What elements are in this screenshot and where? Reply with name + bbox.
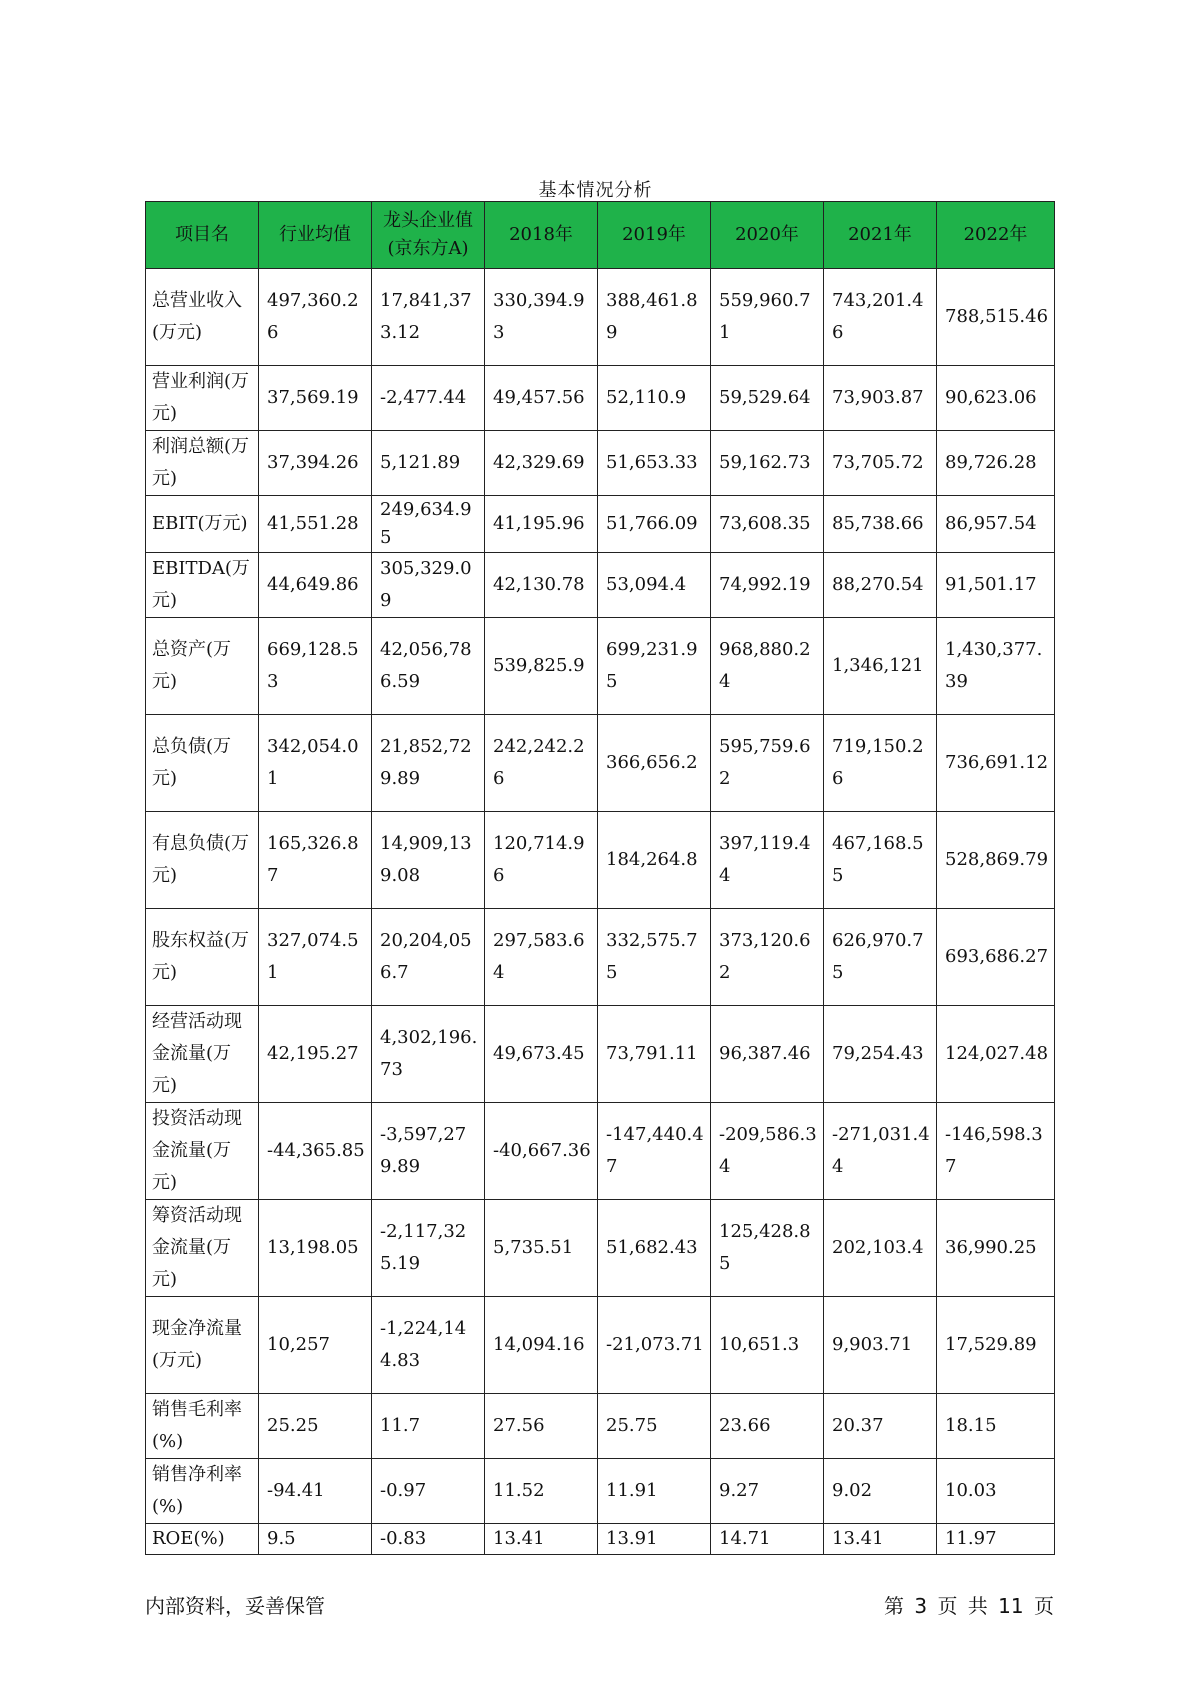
value-cell: 467,168.55 <box>824 812 937 909</box>
value-cell: 699,231.95 <box>598 618 711 715</box>
value-cell: 968,880.24 <box>711 618 824 715</box>
value-cell: -0.83 <box>372 1524 485 1555</box>
value-cell: -2,477.44 <box>372 366 485 431</box>
value-cell: 124,027.48 <box>937 1006 1055 1103</box>
value-cell: 20.37 <box>824 1394 937 1459</box>
value-cell: 27.56 <box>485 1394 598 1459</box>
value-cell: -94.41 <box>259 1459 372 1524</box>
value-cell: 165,326.87 <box>259 812 372 909</box>
header-cell: 2021年 <box>824 202 937 269</box>
table-row <box>146 909 1055 1006</box>
value-cell: 11.7 <box>372 1394 485 1459</box>
value-cell: 20,204,056.7 <box>372 909 485 1006</box>
value-cell: 13.41 <box>485 1524 598 1555</box>
value-cell: 85,738.66 <box>824 496 937 553</box>
value-cell: 42,056,786.59 <box>372 618 485 715</box>
value-cell: 120,714.96 <box>485 812 598 909</box>
value-cell: 11.91 <box>598 1459 711 1524</box>
table-row <box>146 812 1055 909</box>
value-cell: 89,726.28 <box>937 431 1055 496</box>
value-cell: 736,691.12 <box>937 715 1055 812</box>
value-cell: -0.97 <box>372 1459 485 1524</box>
value-cell: 342,054.01 <box>259 715 372 812</box>
row-label: 营业利润(万元) <box>146 366 259 431</box>
value-cell: 5,121.89 <box>372 431 485 496</box>
value-cell: -2,117,325.19 <box>372 1200 485 1297</box>
value-cell: 21,852,729.89 <box>372 715 485 812</box>
value-cell: 10,651.3 <box>711 1297 824 1394</box>
value-cell: 626,970.75 <box>824 909 937 1006</box>
value-cell: 528,869.79 <box>937 812 1055 909</box>
value-cell: 51,653.33 <box>598 431 711 496</box>
page-number: 第 3 页 共 11 页 <box>884 1594 1054 1618</box>
value-cell: -40,667.36 <box>485 1103 598 1200</box>
value-cell: 52,110.9 <box>598 366 711 431</box>
value-cell: 397,119.44 <box>711 812 824 909</box>
value-cell: 330,394.93 <box>485 269 598 366</box>
table-row <box>146 1524 1055 1555</box>
financial-table <box>145 201 1055 1555</box>
value-cell: 9,903.71 <box>824 1297 937 1394</box>
header-cell: 2019年 <box>598 202 711 269</box>
value-cell: 59,162.73 <box>711 431 824 496</box>
value-cell: 86,957.54 <box>937 496 1055 553</box>
value-cell: 73,791.11 <box>598 1006 711 1103</box>
header-cell: 2018年 <box>485 202 598 269</box>
value-cell: 9.5 <box>259 1524 372 1555</box>
row-label: 现金净流量(万元) <box>146 1297 259 1394</box>
value-cell: 366,656.2 <box>598 715 711 812</box>
value-cell: 25.75 <box>598 1394 711 1459</box>
row-label: 利润总额(万元) <box>146 431 259 496</box>
value-cell: 497,360.26 <box>259 269 372 366</box>
value-cell: 74,992.19 <box>711 553 824 618</box>
row-label: 总资产(万元) <box>146 618 259 715</box>
value-cell: 73,608.35 <box>711 496 824 553</box>
value-cell: 327,074.51 <box>259 909 372 1006</box>
value-cell: -44,365.85 <box>259 1103 372 1200</box>
value-cell: 5,735.51 <box>485 1200 598 1297</box>
value-cell: 559,960.71 <box>711 269 824 366</box>
value-cell: -3,597,279.89 <box>372 1103 485 1200</box>
value-cell: 4,302,196.73 <box>372 1006 485 1103</box>
table-row <box>146 1297 1055 1394</box>
value-cell: -146,598.37 <box>937 1103 1055 1200</box>
value-cell: 37,394.26 <box>259 431 372 496</box>
header-cell: 行业均值 <box>259 202 372 269</box>
value-cell: 51,766.09 <box>598 496 711 553</box>
value-cell: 79,254.43 <box>824 1006 937 1103</box>
value-cell: 49,457.56 <box>485 366 598 431</box>
value-cell: 11.52 <box>485 1459 598 1524</box>
row-label: ROE(%) <box>146 1524 259 1555</box>
table-row <box>146 1103 1055 1200</box>
row-label: EBIT(万元) <box>146 496 259 553</box>
table-row <box>146 715 1055 812</box>
value-cell: 10,257 <box>259 1297 372 1394</box>
table-row <box>146 1394 1055 1459</box>
value-cell: 18.15 <box>937 1394 1055 1459</box>
row-label: 股东权益(万元) <box>146 909 259 1006</box>
table-row <box>146 618 1055 715</box>
row-label: 销售毛利率(%) <box>146 1394 259 1459</box>
value-cell: 202,103.4 <box>824 1200 937 1297</box>
value-cell: 25.25 <box>259 1394 372 1459</box>
value-cell: 388,461.89 <box>598 269 711 366</box>
value-cell: 11.97 <box>937 1524 1055 1555</box>
value-cell: 297,583.64 <box>485 909 598 1006</box>
table-row <box>146 1200 1055 1297</box>
header-cell: 项目名 <box>146 202 259 269</box>
value-cell: 13,198.05 <box>259 1200 372 1297</box>
value-cell: 184,264.8 <box>598 812 711 909</box>
row-label: 投资活动现金流量(万元) <box>146 1103 259 1200</box>
value-cell: 51,682.43 <box>598 1200 711 1297</box>
value-cell: 49,673.45 <box>485 1006 598 1103</box>
value-cell: -209,586.34 <box>711 1103 824 1200</box>
value-cell: 14,094.16 <box>485 1297 598 1394</box>
value-cell: 305,329.09 <box>372 553 485 618</box>
value-cell: 59,529.64 <box>711 366 824 431</box>
value-cell: 249,634.95 <box>372 496 485 553</box>
value-cell: 73,903.87 <box>824 366 937 431</box>
value-cell: 719,150.26 <box>824 715 937 812</box>
value-cell: 1,346,121 <box>824 618 937 715</box>
row-label: 经营活动现金流量(万元) <box>146 1006 259 1103</box>
value-cell: 14.71 <box>711 1524 824 1555</box>
value-cell: 743,201.46 <box>824 269 937 366</box>
value-cell: 332,575.75 <box>598 909 711 1006</box>
value-cell: 90,623.06 <box>937 366 1055 431</box>
value-cell: 693,686.27 <box>937 909 1055 1006</box>
row-label: 有息负债(万元) <box>146 812 259 909</box>
value-cell: -271,031.44 <box>824 1103 937 1200</box>
row-label: 销售净利率(%) <box>146 1459 259 1524</box>
value-cell: 788,515.46 <box>937 269 1055 366</box>
value-cell: 42,130.78 <box>485 553 598 618</box>
value-cell: 9.27 <box>711 1459 824 1524</box>
value-cell: 373,120.62 <box>711 909 824 1006</box>
value-cell: -21,073.71 <box>598 1297 711 1394</box>
value-cell: 96,387.46 <box>711 1006 824 1103</box>
value-cell: 42,195.27 <box>259 1006 372 1103</box>
row-label: 总负债(万元) <box>146 715 259 812</box>
value-cell: 23.66 <box>711 1394 824 1459</box>
table-row <box>146 366 1055 431</box>
value-cell: 13.91 <box>598 1524 711 1555</box>
row-label: 总营业收入(万元) <box>146 269 259 366</box>
row-label: EBITDA(万元) <box>146 553 259 618</box>
value-cell: 53,094.4 <box>598 553 711 618</box>
table-caption: 基本情况分析 <box>538 180 653 201</box>
table-row <box>146 269 1055 366</box>
value-cell: 125,428.85 <box>711 1200 824 1297</box>
value-cell: -1,224,144.83 <box>372 1297 485 1394</box>
value-cell: 44,649.86 <box>259 553 372 618</box>
value-cell: 41,195.96 <box>485 496 598 553</box>
value-cell: 595,759.62 <box>711 715 824 812</box>
value-cell: 669,128.53 <box>259 618 372 715</box>
value-cell: 13.41 <box>824 1524 937 1555</box>
table-row <box>146 1006 1055 1103</box>
header-cell: 2020年 <box>711 202 824 269</box>
value-cell: 1,430,377.39 <box>937 618 1055 715</box>
value-cell: 242,242.26 <box>485 715 598 812</box>
value-cell: 91,501.17 <box>937 553 1055 618</box>
value-cell: 10.03 <box>937 1459 1055 1524</box>
header-row <box>146 202 1055 269</box>
value-cell: 88,270.54 <box>824 553 937 618</box>
table-row <box>146 431 1055 496</box>
value-cell: 539,825.9 <box>485 618 598 715</box>
value-cell: 17,841,373.12 <box>372 269 485 366</box>
value-cell: 41,551.28 <box>259 496 372 553</box>
table-row <box>146 1459 1055 1524</box>
value-cell: 14,909,139.08 <box>372 812 485 909</box>
table-row <box>146 553 1055 618</box>
value-cell: 42,329.69 <box>485 431 598 496</box>
value-cell: 37,569.19 <box>259 366 372 431</box>
table-row <box>146 496 1055 553</box>
row-label: 筹资活动现金流量(万元) <box>146 1200 259 1297</box>
value-cell: 73,705.72 <box>824 431 937 496</box>
value-cell: 9.02 <box>824 1459 937 1524</box>
header-cell: 2022年 <box>937 202 1055 269</box>
header-cell: 龙头企业值(京东方A) <box>372 202 485 269</box>
value-cell: 36,990.25 <box>937 1200 1055 1297</box>
value-cell: 17,529.89 <box>937 1297 1055 1394</box>
value-cell: -147,440.47 <box>598 1103 711 1200</box>
footer-note: 内部资料，妥善保管 <box>145 1594 325 1618</box>
